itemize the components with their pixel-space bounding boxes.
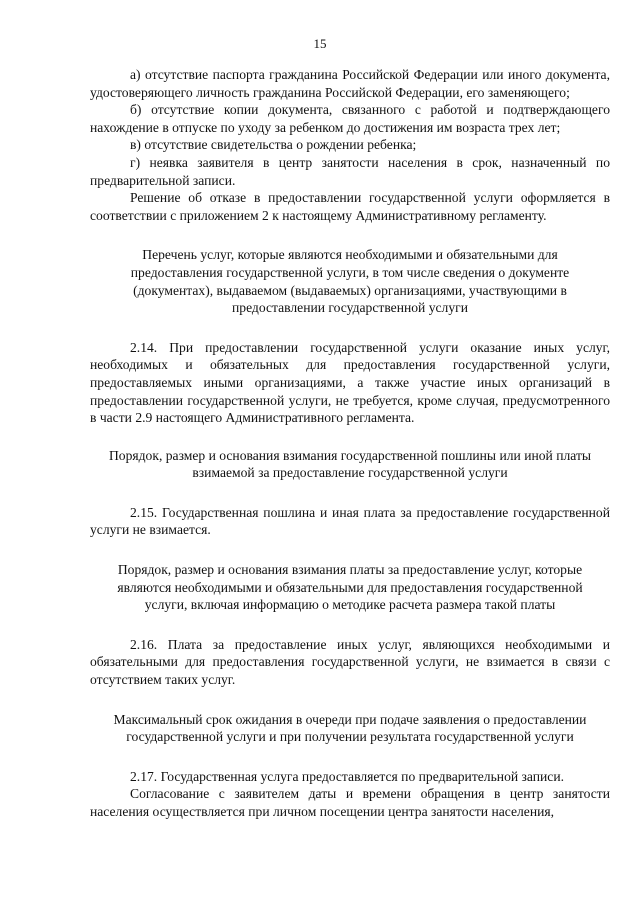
- page-number: 15: [313, 36, 327, 51]
- paragraph-item-a: а) отсутствие паспорта гражданина Российской Федерации или иного документа, удостоверяющего личность гражданина Российской Федерации, его заменяющего;: [90, 67, 610, 100]
- section-heading-queue-time: Максимальный срок ожидания в очереди при подаче заявления о предоставлении государственной услуги и при получении результата государственной услуги: [113, 711, 587, 745]
- paragraph-2-17: 2.17. Государственная услуга предоставляется по предварительной записи.: [130, 768, 565, 784]
- section-heading-state-fee: Порядок, размер и основания взимания государственной пошлины или иной платы взимаемой за предоставление государственной услуги: [108, 447, 592, 481]
- section-heading-services-list: Перечень услуг, которые являются необходимыми и обязательными для предоставления государственной услуги, в том числе сведения о документе (документах), выдаваемом (выдаваемых) организациями, участвующими в предоставлении государственной услуги: [130, 247, 570, 316]
- paragraph-2-15: 2.15. Государственная пошлина и иная плата за предоставление государственной услуги не взимается.: [90, 504, 610, 538]
- paragraph-item-b: б) отсутствие копии документа, связанного с работой и подтверждающего нахождение в отпуске по уходу за ребенком до достижения им возраста трех лет;: [90, 102, 610, 135]
- paragraph-appointment-agreement: Согласование с заявителем даты и времени обращения в центр занятости населения осуществляется при личном посещении центра занятости населения,: [90, 786, 610, 819]
- paragraph-item-c: в) отсутствие свидетельства о рождении ребенка;: [130, 137, 417, 153]
- document-body: [90, 66, 610, 821]
- paragraph-item-d: г) неявка заявителя в центр занятости населения в срок, назначенный по предварительной записи.: [90, 154, 610, 188]
- section-heading-service-fee: Порядок, размер и основания взимания платы за предоставление услуг, которые являются необходимыми и обязательными для предоставления государственной услуги, включая информацию о методике расчета размера такой платы: [117, 562, 583, 613]
- paragraph-2-14: 2.14. При предоставлении государственной услуги оказание иных услуг, необходимых и обязательных для предоставления государственной услуги, предоставляемых иными организациями, а также участие иных организаций в предоставлении государственной услуги, не требуется, кроме случая, предусмотренного в части 2.9 настоящего Административного регламента.: [90, 339, 610, 426]
- paragraph-refusal-decision: Решение об отказе в предоставлении государственной услуги оформляется в соответствии с приложением 2 к настоящему Административному регламенту.: [90, 190, 610, 223]
- paragraph-2-16: 2.16. Плата за предоставление иных услуг, являющихся необходимыми и обязательными для предоставления государственной услуги, не взимается в связи с отсутствием таких услуг.: [90, 636, 610, 688]
